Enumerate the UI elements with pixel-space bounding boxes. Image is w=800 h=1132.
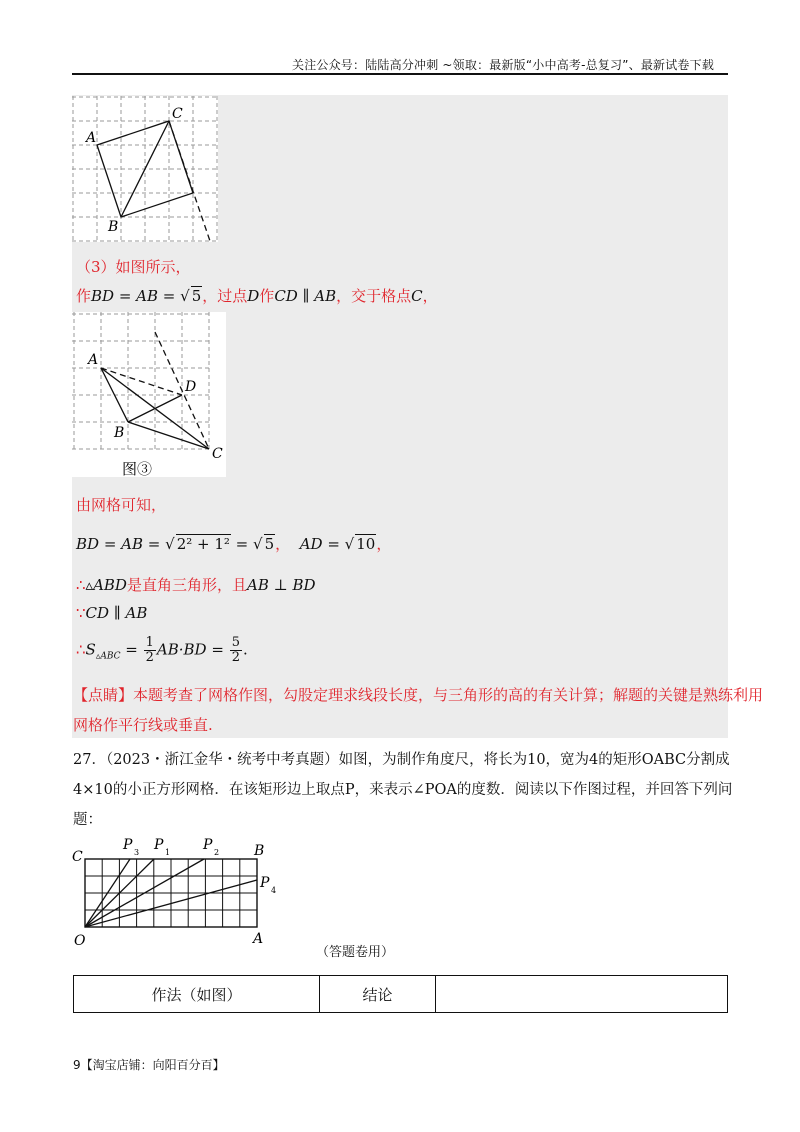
step-sqrt: 5 [191,287,202,305]
point-label-o: O [74,933,86,949]
comment-tag: 【点睛】 [73,686,134,704]
frac2-num: 5 [231,635,240,650]
reasoning-intro: 由网格可知， [76,496,167,514]
step-prefix: 作 [76,287,92,305]
line2-math: AB ⊥ BD [246,576,316,594]
line2-text: 是直角三角形，且 [126,576,247,594]
reasoning-eq1: BD = AB = √ 2² + 1² = √ 5， AD = √ 10， [76,535,392,553]
point-label-c: C [212,446,223,462]
line4-sub: ▵ABC [95,651,121,662]
page-footer: 9【淘宝店铺：向阳百分百】 [73,1058,225,1072]
point-label-p2: P [203,837,213,853]
point-label-p3: P [123,837,133,853]
point-label-b: B [108,219,119,235]
step-suffix: ，交于格点 [336,287,412,305]
line2-tri: ▵ABD [85,576,127,594]
reasoning-line2 [76,574,316,595]
eq1-sqrt2: 5 [264,535,275,553]
step-d: D [247,287,260,305]
point-label-b: B [254,843,265,859]
therefore-symbol: ∴ [76,576,86,594]
problem27-line1: 27．（2023・浙江金华・统考中考真题）如图，为制作角度尺，将长为10，宽为4的矩形OABC分割成 [73,752,730,768]
eq1-sep: ， [275,535,291,553]
fraction-five-halves [230,636,242,665]
point-sub-p1: 1 [165,848,171,857]
problem27-line2: 4×10的小正方形网格．在该矩形边上取点P，来表示∠POA的度数．阅读以下作图过程，并回答下列问 [73,782,733,798]
comment-line1 [73,684,763,705]
answer-table [73,975,728,1013]
comment-line2: 网格作平行线或垂直. [73,716,213,734]
figure27-caption: （答题卷用） [316,945,395,960]
problem27-line3: 题： [73,812,102,828]
grid-figure-3 [72,312,226,477]
eq1-lhs: BD = AB = [76,535,166,553]
step-math2: CD ∥ AB [274,287,337,305]
point-sub-p2: 2 [214,848,220,857]
part3-heading: （3）如图所示， [76,258,191,276]
table-row [74,976,728,1013]
point-label-p4: P [260,875,270,891]
page-header: 关注公众号：陆陆高分冲刺 ~领取：最新版“小中高考-总复习”、最新试卷下载 [292,58,715,72]
grid-figure-top [72,96,218,242]
line4-mid: AB·BD = [156,640,229,659]
therefore-symbol: ∴ [76,640,86,659]
table-empty-cell [436,976,728,1013]
line4-end: . [242,640,248,659]
step-end: ， [422,287,438,305]
figure-caption: 图③ [122,460,153,477]
step-mid: ，过点 [202,287,248,305]
point-sub-p4: 4 [271,886,277,895]
eq1-eq: = [230,535,254,553]
step-zuo: 作 [259,287,275,305]
frac1-den: 2 [145,650,154,665]
line3-math: CD ∥ AB [85,604,148,622]
point-label-c: C [172,106,183,122]
angle-ruler-figure [70,835,290,955]
comment-text1: 本题考查了网格作图，勾股定理求线段长度，与三角形的高的有关计算；解题的关键是熟练利用 [133,686,764,704]
eq1-ad: AD = [299,535,345,553]
line4-eq: = [120,640,143,659]
point-label-d: D [185,379,197,395]
eq1-sqrt3: 10 [356,535,376,553]
point-label-b: B [114,425,125,441]
table-header-conclusion: 结论 [320,976,436,1013]
point-label-a: A [88,352,99,368]
step-math1: BD = AB = [91,287,181,305]
fraction-half [144,636,156,665]
frac1-num: 1 [145,635,154,650]
frac2-den: 2 [231,650,240,665]
because-symbol: ∵ [76,604,86,622]
step-c: C [411,287,423,305]
point-sub-p3: 3 [134,848,140,857]
point-label-a: A [253,931,264,947]
table-header-method: 作法（如图） [74,976,320,1013]
eq1-sqrt: 2² + 1² [176,535,230,553]
reasoning-line4 [76,636,248,665]
point-label-a: A [86,130,97,146]
header-rule [72,73,728,75]
point-label-c: C [72,849,83,865]
point-label-p1: P [154,837,164,853]
reasoning-line3 [76,604,147,622]
eq1-end: ， [376,535,392,553]
part3-step: 作BD = AB = √ 5，过点D作CD ∥ AB，交于格点C， [76,287,438,305]
line4-s: S [85,640,96,659]
